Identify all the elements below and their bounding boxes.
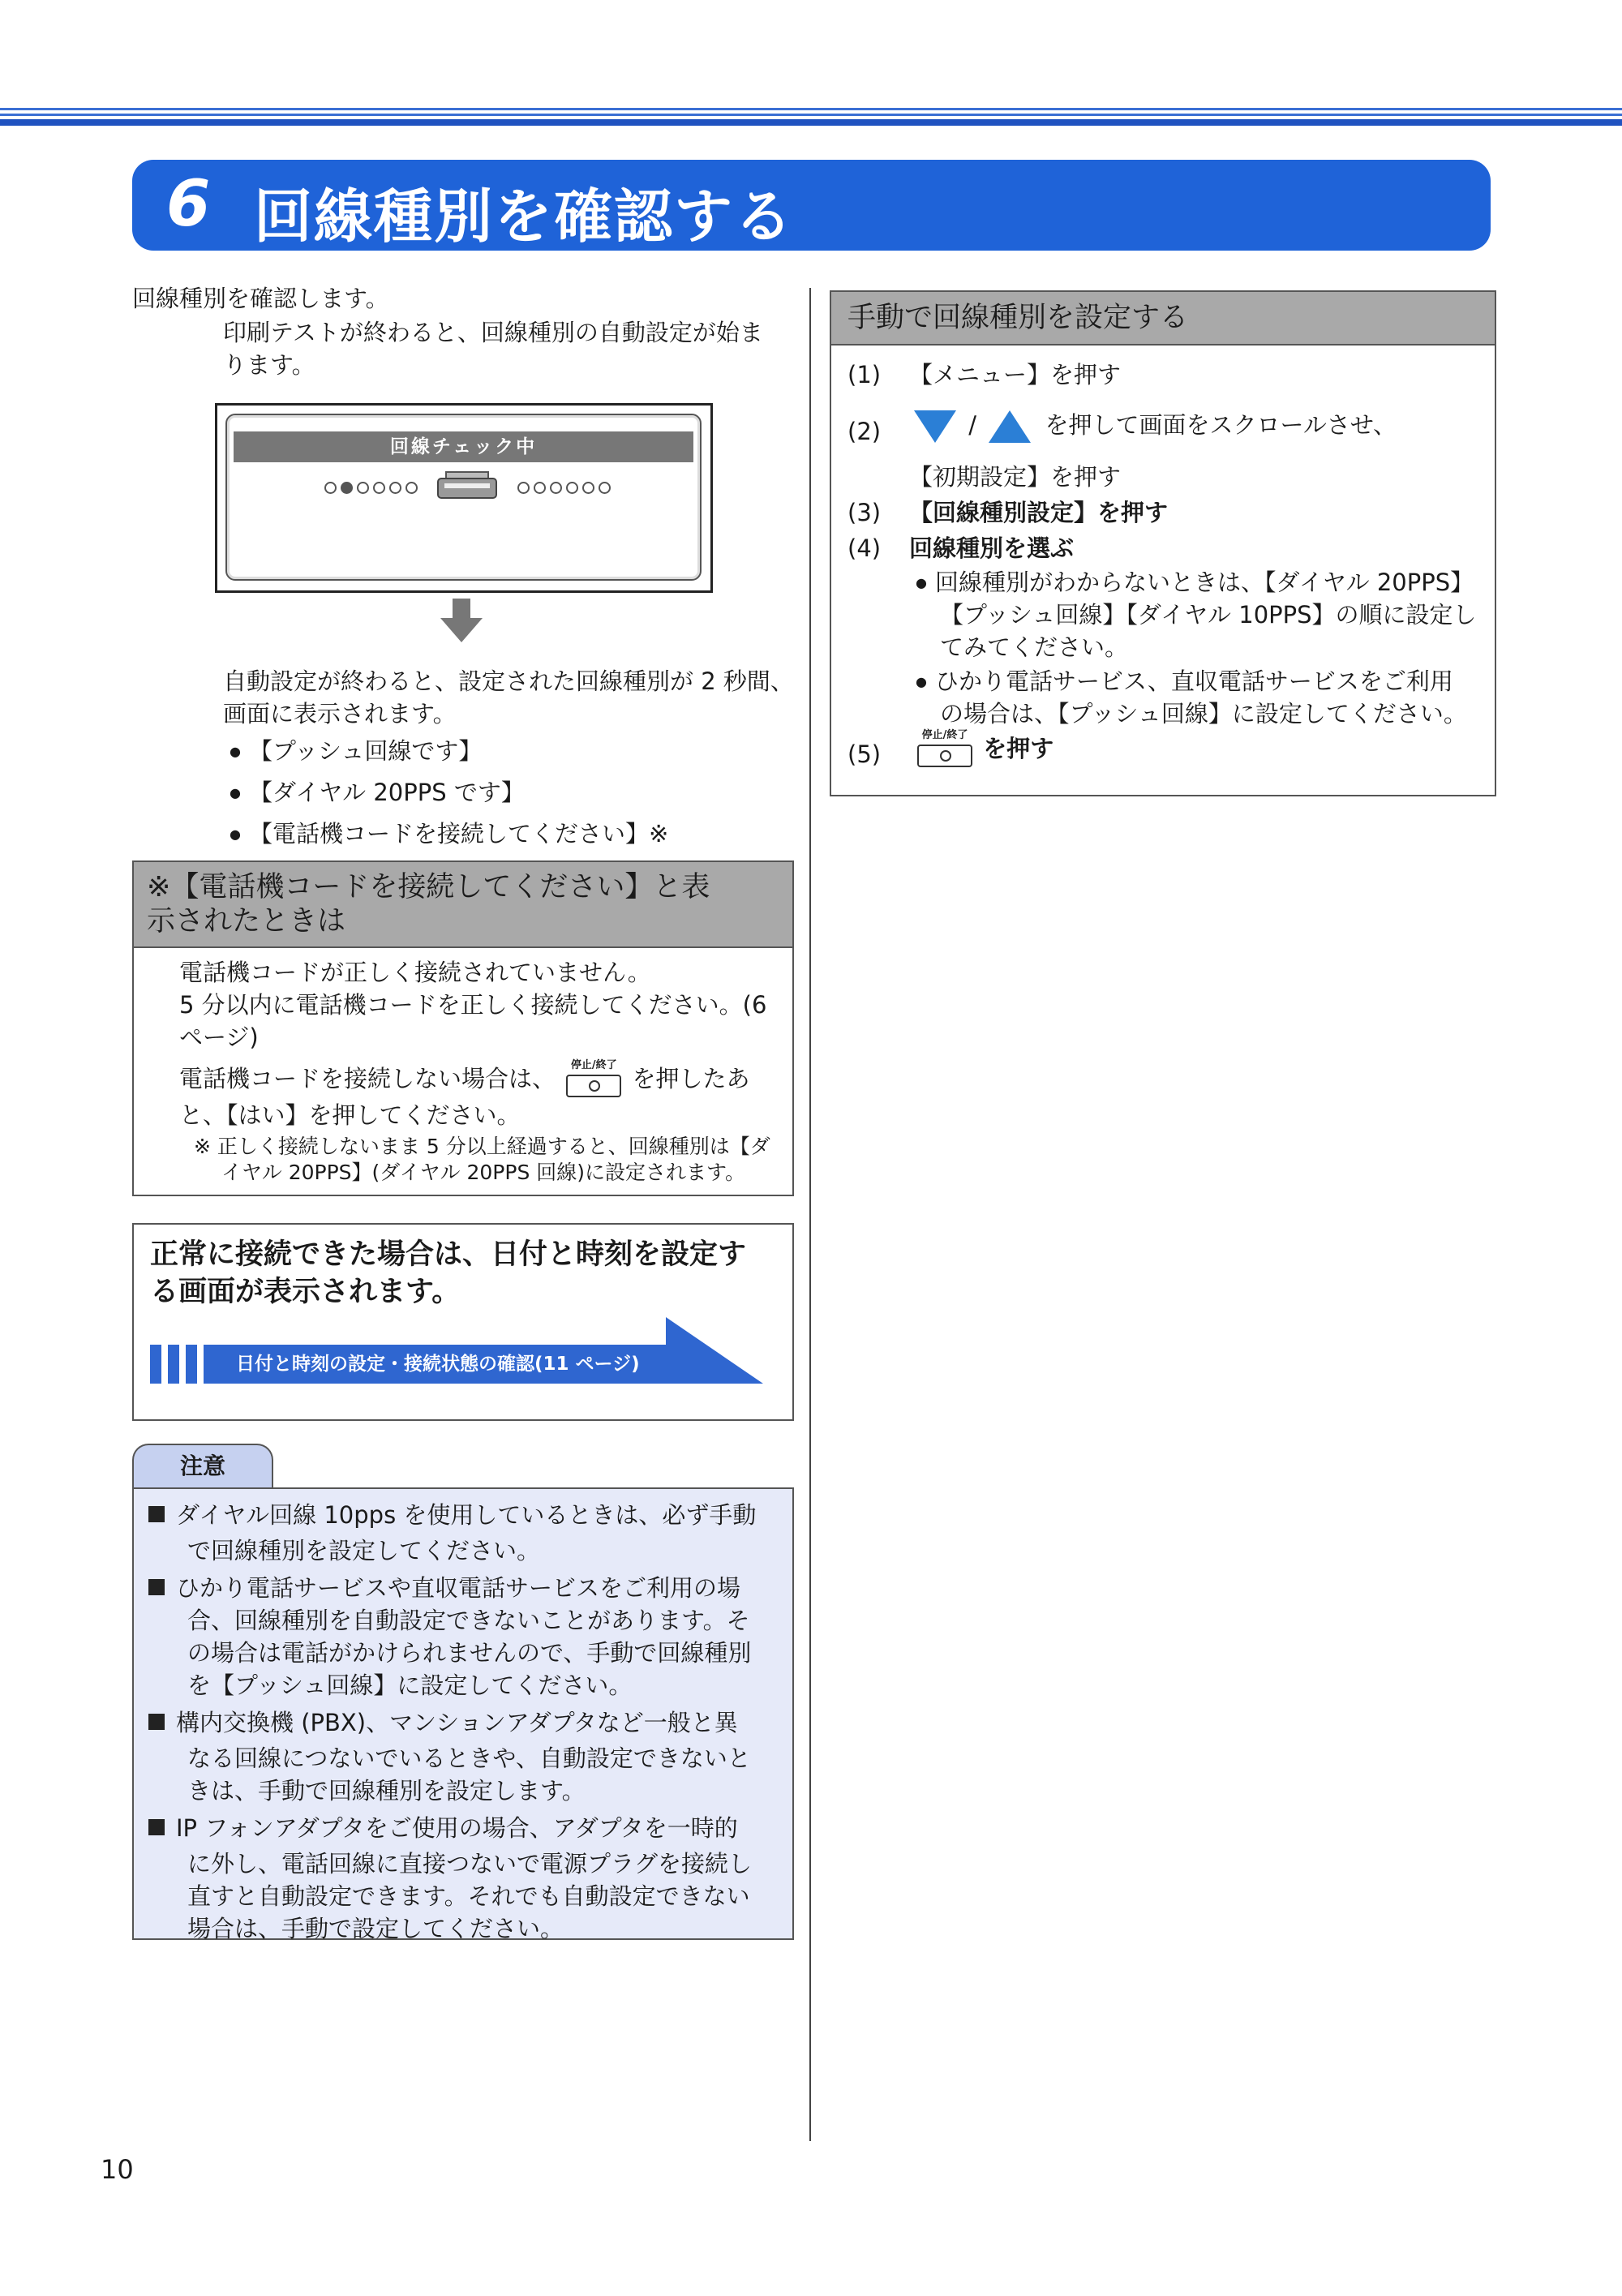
- progress-dot: [406, 482, 418, 494]
- note-text-after: を押したあ: [632, 1065, 750, 1092]
- progress-dot: [566, 482, 578, 494]
- caution-item-cont: で回線種別を設定してください。: [187, 1537, 541, 1564]
- step-number: (3): [847, 499, 882, 526]
- note-text: 5 分以内に電話機コードを正しく接続してください。(6: [179, 991, 767, 1019]
- step-text: 停止/終了 を押す: [914, 730, 1053, 770]
- note-subtext: ※ 正しく接続しないまま 5 分以上経過すると、回線種別は【ダ: [194, 1135, 770, 1158]
- step-text: 回線種別を選ぶ: [909, 534, 1075, 562]
- link-bar-icon: [186, 1345, 197, 1384]
- stop-key-icon: [563, 1060, 624, 1101]
- progress-dot: [357, 482, 369, 494]
- header-stripe: [0, 119, 1622, 126]
- success-text: 正常に接続できた場合は、日付と時刻を設定す: [150, 1238, 747, 1271]
- machine-icon: [436, 470, 498, 501]
- manual-setting-header: [831, 292, 1495, 345]
- note-box: [132, 860, 794, 1196]
- result-bullet: ● 【電話機コードを接続してください】※: [230, 816, 668, 856]
- scroll-down-icon: [914, 410, 956, 443]
- note-text: 電話機コードが正しく接続されていません。: [179, 959, 651, 986]
- caution-item-cont: 場合は、手動で設定してください。: [187, 1915, 564, 1942]
- caution-item: ひかり電話サービスや直収電話サービスをご利用の場: [148, 1570, 740, 1606]
- progress-dot: [341, 482, 353, 494]
- manual-setting-title: 手動で回線種別を設定する: [847, 302, 1189, 334]
- stop-key-label: 停止/終了: [921, 729, 968, 741]
- progress-dot: [324, 482, 337, 494]
- stop-key-label: 停止/終了: [570, 1059, 617, 1071]
- step-bullet: ● ひかり電話サービス、直収電話サービスをご利用: [916, 663, 1453, 703]
- caution-item-cont: を【プッシュ回線】に設定してください。: [187, 1672, 633, 1699]
- caution-item: ダイヤル回線 10pps を使用しているときは、必ず手動: [148, 1497, 756, 1533]
- progress-dot: [582, 482, 594, 494]
- note-text: ページ): [179, 1024, 259, 1051]
- caution-item-cont: の場合は電話がかけられませんので、手動で回線種別: [187, 1639, 752, 1667]
- caution-box: [132, 1487, 794, 1940]
- link-bar-icon: [150, 1345, 161, 1384]
- progress-dot: [373, 482, 385, 494]
- caution-item: IP フォンアダプタをご使用の場合、アダプタを一時的: [148, 1810, 738, 1846]
- manual-setting-box: [830, 290, 1496, 796]
- step-text: 【初期設定】を押す: [909, 463, 1122, 491]
- result-bullet: ● 【プッシュ回線です】: [230, 733, 482, 773]
- column-divider: [809, 288, 811, 2141]
- progress-dot: [389, 482, 401, 494]
- intro-text: 回線種別を確認します。: [132, 285, 389, 312]
- step-bullet-cont: 【プッシュ回線】【ダイヤル 10PPS】の順に設定し: [940, 601, 1477, 629]
- caution-item-cont: 直すと自動設定できます。それでも自動設定できない: [187, 1882, 750, 1910]
- header-stripe: [0, 114, 1622, 116]
- caution-item-cont: なる回線につないでいるときや、自動設定できないと: [187, 1745, 751, 1772]
- step-bullet-cont: てみてください。: [940, 633, 1129, 661]
- step-number: (2): [847, 418, 882, 445]
- lcd-screen-figure: [215, 403, 713, 593]
- header-stripe: [0, 108, 1622, 110]
- note-title: ※【電話機コードを接続してください】と表: [147, 871, 710, 903]
- result-text: 画面に表示されます。: [223, 700, 457, 727]
- caution-item-cont: 合、回線種別を自動設定できないことがあります。そ: [187, 1607, 750, 1634]
- lcd-status-bar: 回線チェック中: [234, 431, 693, 462]
- result-text: 自動設定が終わると、設定された回線種別が 2 秒間、: [223, 667, 794, 695]
- progress-dot: [534, 482, 546, 494]
- note-subtext: イヤル 20PPS】(ダイヤル 20PPS 回線)に設定されます。: [221, 1161, 746, 1184]
- success-text: る画面が表示されます。: [150, 1276, 461, 1308]
- stop-key-icon: [914, 730, 976, 770]
- caution-tab: 注意: [132, 1444, 273, 1487]
- lcd-display: [225, 414, 702, 581]
- progress-dot: [599, 482, 611, 494]
- step-text: 【回線種別設定】を押す: [909, 499, 1169, 526]
- step-text: ります。: [223, 351, 315, 379]
- result-bullet: ● 【ダイヤル 20PPS です】: [230, 775, 525, 814]
- caution-item-cont: きは、手動で回線種別を設定します。: [187, 1777, 586, 1805]
- section-title-banner: [132, 160, 1491, 251]
- note-title: 示されたときは: [147, 905, 346, 938]
- step-bullet: ● 回線種別がわからないときは、【ダイヤル 20PPS】: [916, 564, 1474, 604]
- section-title: 回線種別を確認する: [254, 182, 795, 251]
- link-bar-icon: [168, 1345, 179, 1384]
- section-number: 6: [166, 168, 211, 241]
- note-text-before: 電話機コードを接続しない場合は、: [179, 1065, 556, 1092]
- scroll-up-icon: [989, 410, 1031, 443]
- progress-dot: [517, 482, 530, 494]
- caution-item: 構内交換機 (PBX)、マンションアダプタなど一般と異: [148, 1705, 738, 1740]
- note-box-header: [134, 862, 792, 948]
- step-bullet-cont: の場合は、【プッシュ回線】に設定してください。: [940, 700, 1467, 727]
- step-text: / を押して画面をスクロールさせ、: [914, 407, 1397, 443]
- success-box: [132, 1223, 794, 1421]
- caution-item-cont: に外し、電話回線に直接つないで電源プラグを接続し: [187, 1850, 753, 1878]
- progress-dot: [550, 482, 562, 494]
- step-text: 印刷テストが終わると、回線種別の自動設定が始ま: [223, 319, 763, 346]
- step-number: (1): [847, 361, 882, 388]
- down-arrow-icon: [440, 599, 483, 644]
- step-number: (4): [847, 534, 882, 562]
- step-text: 【メニュー】を押す: [909, 361, 1122, 388]
- note-text: [179, 1060, 749, 1101]
- link-reference[interactable]: 日付と時刻の設定・接続状態の確認(11 ページ): [236, 1354, 640, 1375]
- step-number: (5): [847, 740, 882, 768]
- page-number: 10: [101, 2154, 134, 2185]
- note-text: と、【はい】を押してください。: [179, 1101, 521, 1129]
